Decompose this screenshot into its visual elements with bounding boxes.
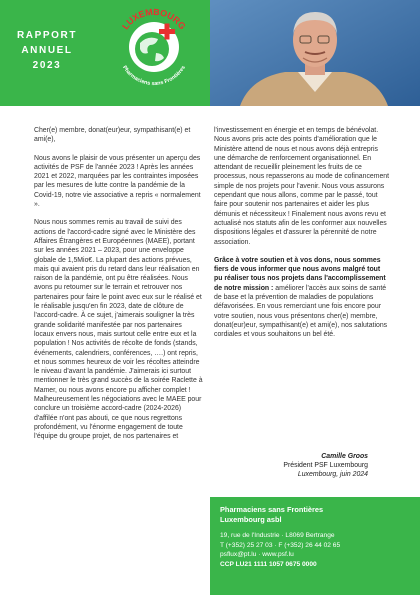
letter-closing-paragraph: [214, 256, 390, 340]
letter-paragraph-2: Nous avons le plaisir de vous présenter un aperçu des activités de PSF de l'année 2023 ! Après les années 2021 et 2022, marquées par les contraintes imposées par les mesures de lutte contre la pandémie de la Covid-19, notre vie associative a repris « normalement ».: [34, 154, 201, 209]
signature-role: Président PSF Luxembourg: [283, 462, 368, 470]
psf-logo: [112, 5, 196, 89]
closing-text: améliorer l'accès aux soins de santé de base et la prévention de maladies de populations défavorisées. En vous remerciant une fois encore pour votre soutien, nous vous présentons cher(e) membre, donat(eur)eur, sympathisant(e) et ami(e), nos salutations cordiales et vous souhaitons un bel été.: [214, 284, 388, 339]
signature-name: Camille Groos: [321, 453, 368, 460]
report-title-line-2: ANNUEL: [21, 45, 73, 56]
contact-box: [210, 497, 420, 595]
logo-arc-bottom-text: Pharmaciens sans Frontières: [121, 64, 187, 88]
contact-phone-fax: T (+352) 25 27 03 · F (+352) 26 44 02 65: [220, 541, 341, 549]
organization-name-line-2: Luxembourg asbl: [220, 514, 282, 524]
letter-paragraph-3: Nous nous sommes remis au travail de suivi des actions de l'accord-cadre signé avec le Ministère des Affaires Étrangères et Européennes (MAEE), portant sur les années 2021 – 2023, pour une enveloppe globale de 1,5Mio€. La plupart des actions prévues, mais qui avaient pris du retard dans leur réalisation en raison de la pandémie, ont pu être réalisées. Nous avons pu retourner sur le terrain et retrouver nos partenaires pour faire le point avec eux sur le réalisé et le réalisable jusqu'en fin 2023, date de clôture de l'accord-cadre. À ce sujet, j'aimerais souligner la très grande solidarité manifestée par nos partenaires locaux envers nous, mais surtout celle entre eux et la population ! Nos activités de récolte de fonds (stands, événements, calendriers, conférences, ….) ont repris, et nous sommes heureux de voir les récoltes atteindre le niveau d'avant la pandémie. J'aimerais ici surtout mentionner le très grand succès de la soirée Raclette à Mamer, ou nous avons encore pu afficher complet ! Malheureusement les négociations avec le MAEE pour conclure un troisième accord-cadre (2024-2026) d'affilée n'ont pas abouti, ce que nous regrettons profondément, vu l'énorme engagement de toute l'équipe du groupe projet, de nos partenaires et: [34, 219, 203, 441]
logo-arc-top-text: LUXEMBOURG: [120, 6, 188, 32]
report-title-line-3: 2023: [32, 60, 62, 71]
contact-bank-account: CCP LU21 1111 1057 0675 0000: [220, 560, 317, 568]
organization-name-line-1: Pharmaciens sans Frontières: [220, 505, 324, 514]
signature-place-date: Luxembourg, juin 2024: [297, 471, 368, 479]
letter-right-column: [214, 126, 390, 349]
contact-details: [220, 531, 415, 569]
organization-name: [220, 505, 410, 524]
signature-block: [250, 452, 368, 480]
letter-paragraph-4: l'investissement en énergie et en temps de bénévolat. Nous avons pris acte des points d'amélioration que le Ministère attend de nous et nous avons déjà entrepris une démarche de renforcement organisationnel. En attendant de recueillir pleinement les fruits de ce processus, nous repasserons au mode de cofinancement simple de nos projets pour l'avenir. Nous vous assurons cependant que nous allons, comme par le passé, tout faire pour soutenir nos partenaires et aider les plus démunis et nécessiteux ! Finalement nous avons revu et actualisé nos statuts afin de les conformer aux nouvelles dispositions légales et d'assurer la pérennité de notre association.: [214, 127, 390, 246]
contact-address: 19, rue de l'Industrie · L8069 Bertrange: [220, 532, 335, 539]
letter-paragraph-1: Cher(e) membre, donat(eur)eur, sympathisant(e) et ami(e),: [34, 127, 191, 144]
closing-bold-text: Grâce à votre soutien et à vos dons, nous sommes fiers de vous informer que nous avons malgré tout pu réaliser tous nos projets dans l'accomplissement de notre mission :: [214, 256, 386, 292]
letter-left-column: [34, 126, 203, 451]
president-portrait-photo: [210, 0, 420, 106]
report-title: [14, 28, 80, 73]
contact-email-web: psflux@pt.lu · www.psf.lu: [220, 551, 294, 559]
report-title-line-1: RAPPORT: [16, 30, 78, 41]
header-green-block: [0, 0, 210, 106]
